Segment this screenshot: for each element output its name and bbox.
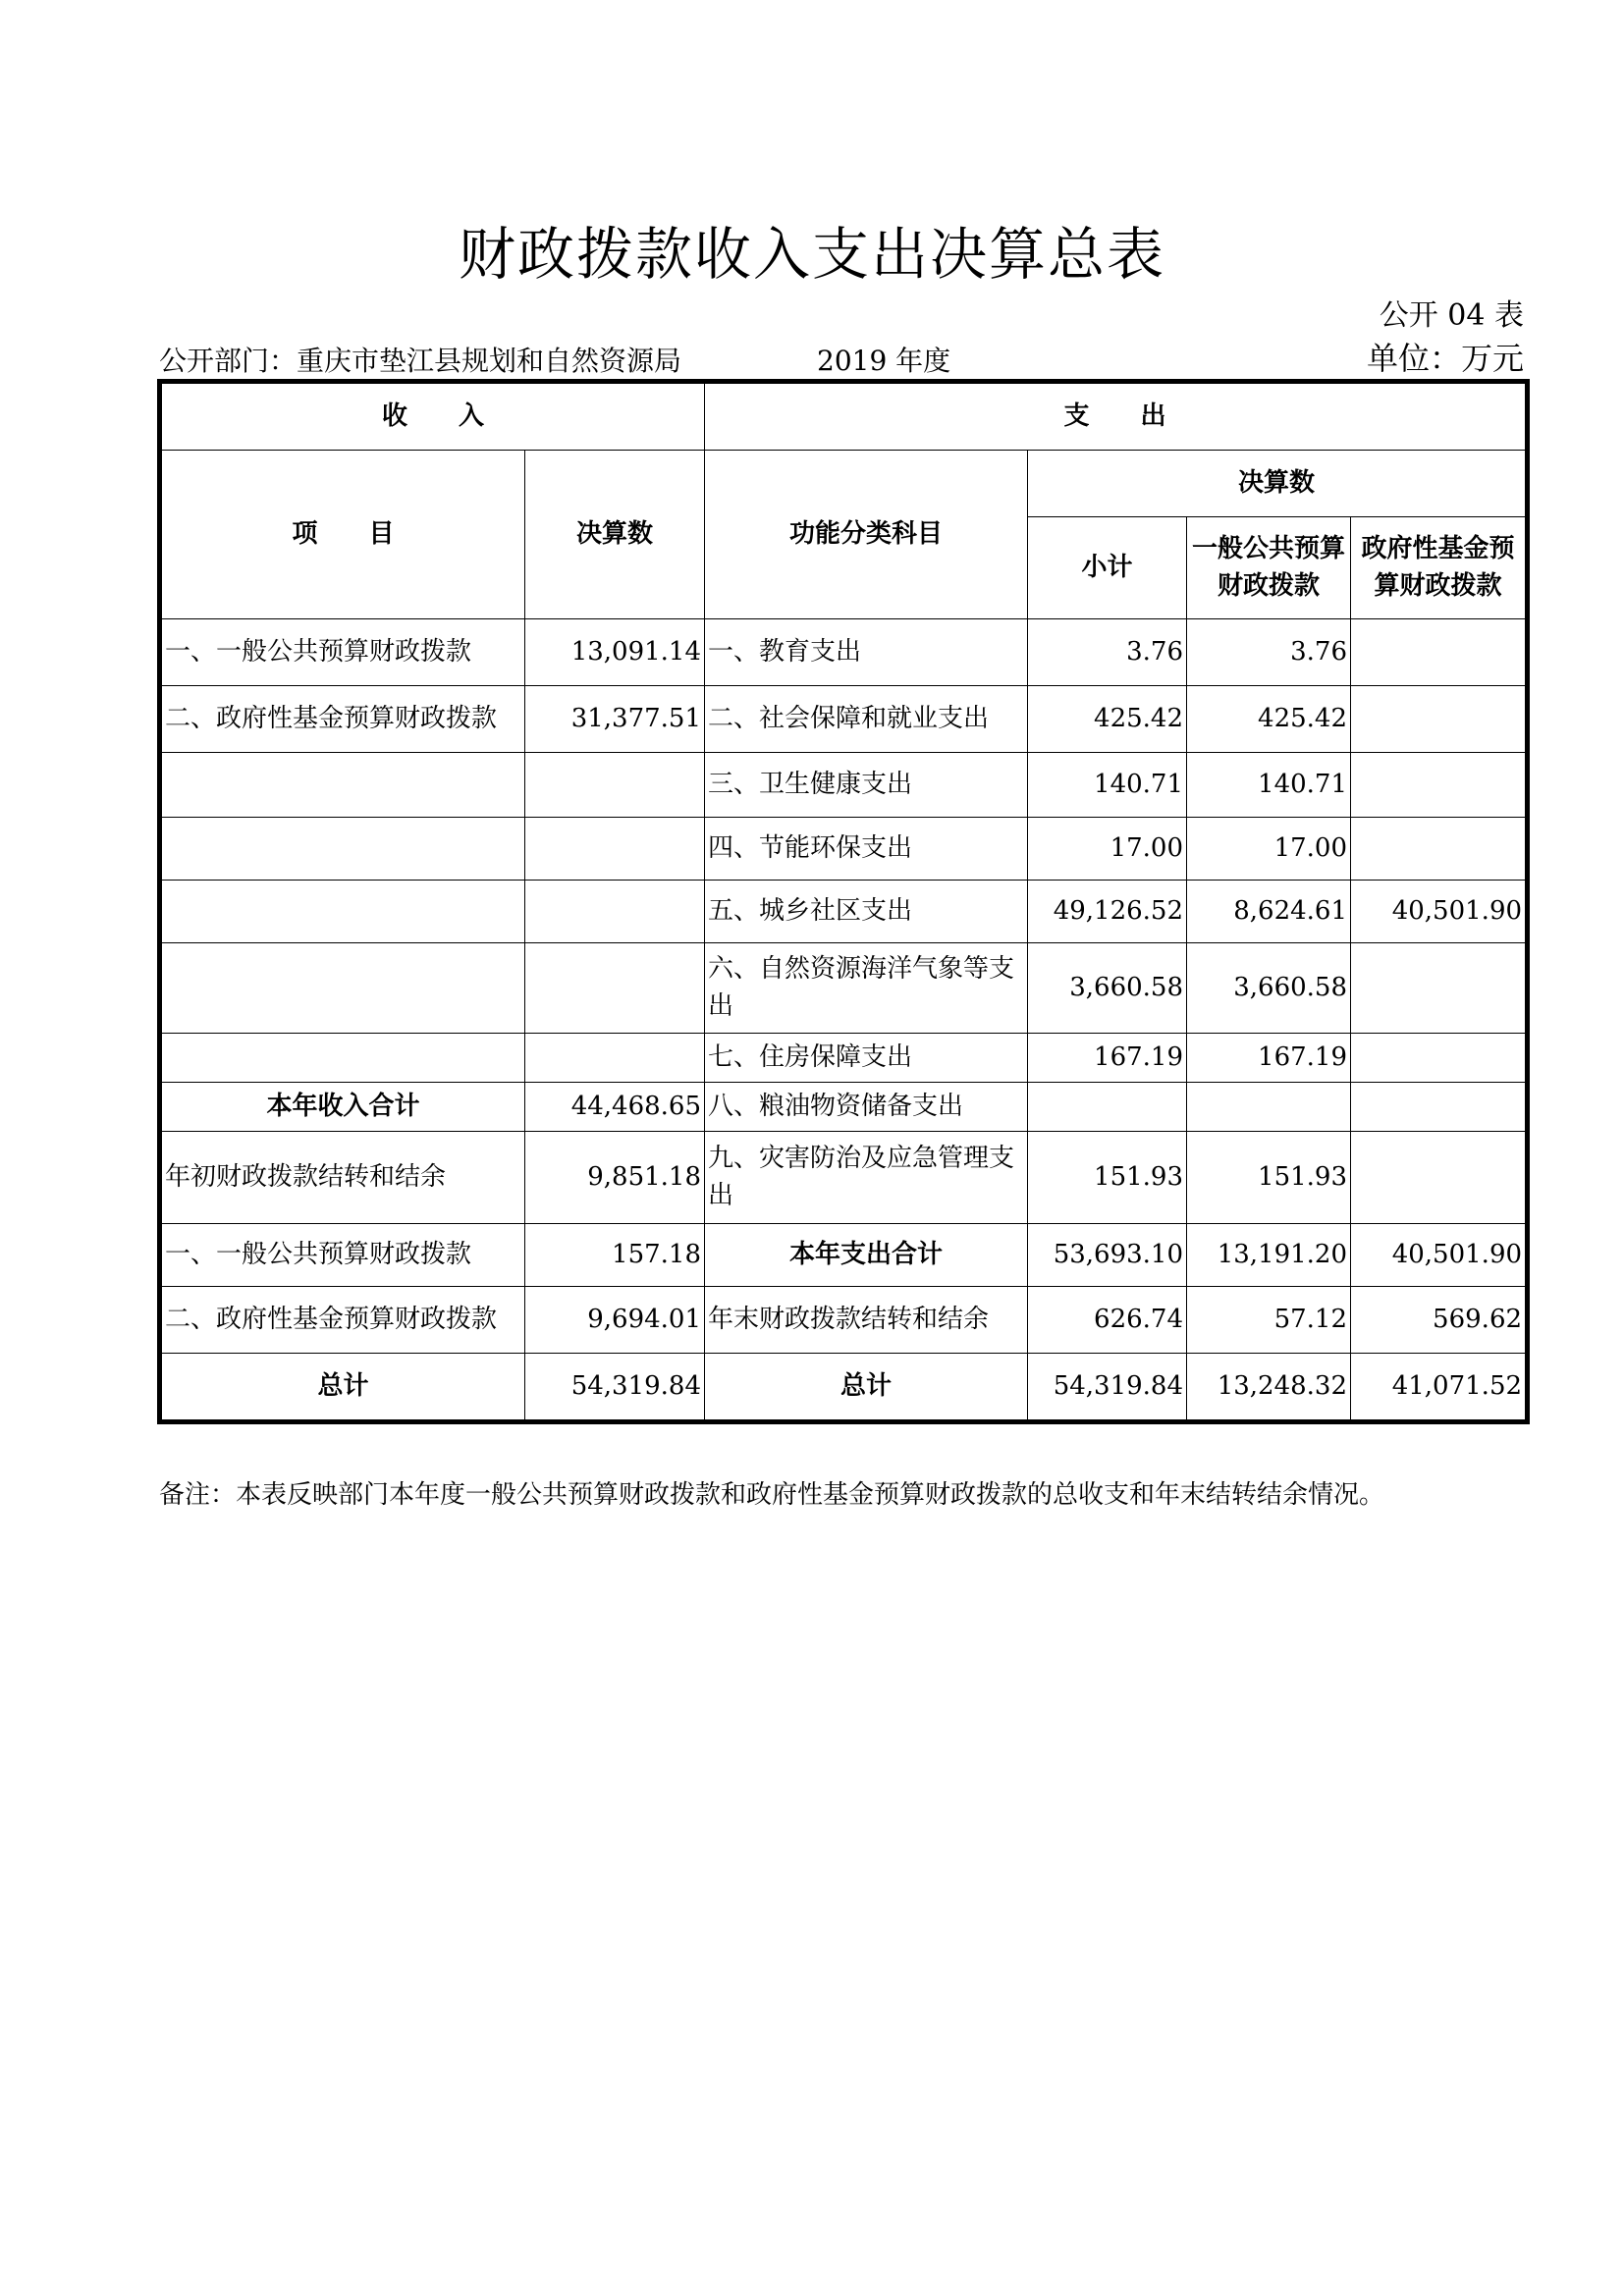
expense-item-cell: 六、自然资源海洋气象等支出: [705, 943, 1028, 1034]
fund-cell: [1351, 1034, 1528, 1083]
expense-item-cell: 总计: [705, 1354, 1028, 1422]
income-amount-cell: 157.18: [525, 1224, 705, 1287]
fund-cell: [1351, 1132, 1528, 1224]
general-cell: 17.00: [1187, 818, 1351, 881]
income-item-cell: 总计: [160, 1354, 525, 1422]
income-item-cell: [160, 943, 525, 1034]
general-cell: 140.71: [1187, 753, 1351, 818]
table-row: [160, 753, 1528, 818]
income-item-cell: 二、政府性基金预算财政拨款: [160, 1287, 525, 1354]
fund-cell: [1351, 943, 1528, 1034]
func-header: 功能分类科目: [705, 451, 1028, 619]
subtotal-cell: 17.00: [1028, 818, 1187, 881]
income-amount-cell: 9,694.01: [525, 1287, 705, 1354]
subtotal-cell: 3.76: [1028, 619, 1187, 686]
income-amount-cell: [525, 881, 705, 943]
expense-item-cell: 本年支出合计: [705, 1224, 1028, 1287]
table-row: [160, 818, 1528, 881]
expense-item-cell: 七、住房保障支出: [705, 1034, 1028, 1083]
income-item-cell: 一、一般公共预算财政拨款: [160, 1224, 525, 1287]
general-cell: 3.76: [1187, 619, 1351, 686]
income-header: 收 入: [160, 382, 705, 451]
fund-cell: 40,501.90: [1351, 1224, 1528, 1287]
department-label: 公开部门：重庆市垫江县规划和自然资源局: [159, 345, 682, 377]
table-row: [160, 1034, 1528, 1083]
table-row: [160, 1354, 1528, 1422]
expense-item-cell: 年末财政拨款结转和结余: [705, 1287, 1028, 1354]
subtotal-cell: 54,319.84: [1028, 1354, 1187, 1422]
subtotal-cell: [1028, 1083, 1187, 1132]
income-amount-cell: [525, 1034, 705, 1083]
expense-header: 支 出: [705, 382, 1528, 451]
table-row: [160, 1224, 1528, 1287]
subtotal-cell: 140.71: [1028, 753, 1187, 818]
general-cell: 57.12: [1187, 1287, 1351, 1354]
table-row: [160, 1287, 1528, 1354]
table-row: [160, 1083, 1528, 1132]
income-amount-cell: 54,319.84: [525, 1354, 705, 1422]
income-amount-cell: [525, 943, 705, 1034]
table-row: [160, 619, 1528, 686]
footnote: 备注：本表反映部门本年度一般公共预算财政拨款和政府性基金预算财政拨款的总收支和年末结转结余情况。: [159, 1480, 1385, 1510]
fund-cell: [1351, 753, 1528, 818]
subtotal-cell: 151.93: [1028, 1132, 1187, 1224]
fund-cell: 40,501.90: [1351, 881, 1528, 943]
fund-cell: [1351, 818, 1528, 881]
expense-item-cell: 二、社会保障和就业支出: [705, 686, 1028, 753]
table-body: [160, 619, 1528, 1422]
general-cell: [1187, 1083, 1351, 1132]
income-item-cell: 二、政府性基金预算财政拨款: [160, 686, 525, 753]
expense-item-cell: 九、灾害防治及应急管理支出: [705, 1132, 1028, 1224]
income-item-cell: [160, 1034, 525, 1083]
income-amount-cell: 13,091.14: [525, 619, 705, 686]
final-header: 决算数: [1028, 451, 1528, 517]
general-cell: 425.42: [1187, 686, 1351, 753]
general-header: 一般公共预算财政拨款: [1187, 517, 1351, 619]
fund-cell: [1351, 1083, 1528, 1132]
income-item-cell: [160, 881, 525, 943]
subtotal-cell: 49,126.52: [1028, 881, 1187, 943]
income-item-cell: 本年收入合计: [160, 1083, 525, 1132]
subtotal-cell: 53,693.10: [1028, 1224, 1187, 1287]
income-item-cell: [160, 818, 525, 881]
expense-item-cell: 三、卫生健康支出: [705, 753, 1028, 818]
income-amount-cell: 44,468.65: [525, 1083, 705, 1132]
general-cell: 151.93: [1187, 1132, 1351, 1224]
general-cell: 13,248.32: [1187, 1354, 1351, 1422]
fund-cell: 569.62: [1351, 1287, 1528, 1354]
general-cell: 167.19: [1187, 1034, 1351, 1083]
page-title: 财政拨款收入支出决算总表: [458, 221, 1165, 288]
general-cell: 13,191.20: [1187, 1224, 1351, 1287]
meta-line: [159, 334, 1524, 377]
expense-item-cell: 一、教育支出: [705, 619, 1028, 686]
unit-label: 单位：万元: [1366, 340, 1524, 377]
income-item-cell: 一、一般公共预算财政拨款: [160, 619, 525, 686]
subtotal-header: 小计: [1028, 517, 1187, 619]
fund-cell: [1351, 686, 1528, 753]
expense-item-cell: 五、城乡社区支出: [705, 881, 1028, 943]
income-amount-cell: [525, 818, 705, 881]
income-amount-cell: [525, 753, 705, 818]
subtotal-cell: 425.42: [1028, 686, 1187, 753]
item-header: 项 目: [160, 451, 525, 619]
subtotal-cell: 3,660.58: [1028, 943, 1187, 1034]
table-row: [160, 881, 1528, 943]
budget-table: [157, 379, 1530, 1424]
table-row: [160, 686, 1528, 753]
income-amount-cell: 9,851.18: [525, 1132, 705, 1224]
expense-item-cell: 八、粮油物资储备支出: [705, 1083, 1028, 1132]
fund-header: 政府性基金预算财政拨款: [1351, 517, 1528, 619]
general-cell: 3,660.58: [1187, 943, 1351, 1034]
amount-header: 决算数: [525, 451, 705, 619]
income-amount-cell: 31,377.51: [525, 686, 705, 753]
fund-cell: 41,071.52: [1351, 1354, 1528, 1422]
year-label: 2019 年度: [817, 345, 951, 377]
income-item-cell: [160, 753, 525, 818]
subtotal-cell: 167.19: [1028, 1034, 1187, 1083]
subtotal-cell: 626.74: [1028, 1287, 1187, 1354]
table-row: [160, 943, 1528, 1034]
form-number: 公开 04 表: [1379, 298, 1524, 333]
fund-cell: [1351, 619, 1528, 686]
general-cell: 8,624.61: [1187, 881, 1351, 943]
expense-item-cell: 四、节能环保支出: [705, 818, 1028, 881]
income-item-cell: 年初财政拨款结转和结余: [160, 1132, 525, 1224]
table-row: [160, 1132, 1528, 1224]
